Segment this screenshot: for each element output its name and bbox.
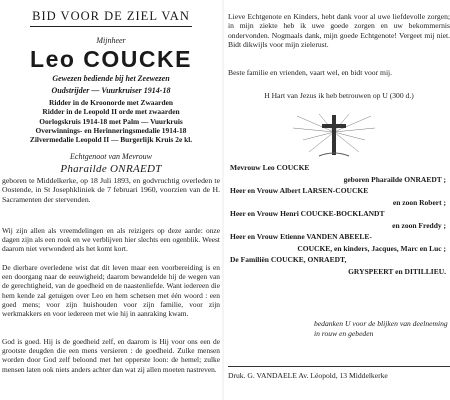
paragraph-2: De dierbare overledene wist dat dit leven maar een voorbereiding is en een doorgang naar de eeuwigheid; daarom bewandelde hij de wegen van de gerechtigheid, van de goedheid en de naastenliefde. Want iedereen die hem kende zal getuigen over Leo en hem schetsen met één woord : een goed mens; voor zijn huishouden voor zijn familie, voor zijn werkmakkers en voor iedereen met wie hij in aanraking kwam. xyxy=(2,263,220,319)
family-line: Heer en Vrouw Etienne VANDEN ABEELE- xyxy=(230,232,372,241)
occupation: Gewezen bediende bij het Zeewezen xyxy=(52,74,170,83)
thanks-note: bedanken U voor de blijken van deelneming in rouw en gebeden xyxy=(314,319,448,338)
printer-rule xyxy=(228,366,450,367)
family-line: GRYSPEERT en DITILLIEU. xyxy=(348,266,446,276)
honors-list xyxy=(2,98,220,144)
honor-item: Oorlogskruis 1914-18 met Palm — Vuurkruis xyxy=(39,116,183,126)
spouse-label: Echtgenoot van Mevrouw xyxy=(70,152,152,161)
veteran-status: Oudstrijder — Vuurkruiser 1914-18 xyxy=(51,86,171,95)
spouse-name: Pharailde ONRAEDT xyxy=(60,163,162,175)
family-line: COUCKE, en kinders, Jacques, Marc en Luc ; xyxy=(297,243,446,253)
deceased-name: Leo COUCKE xyxy=(30,46,192,72)
honor-item: Overwinnings- en Herinneringsmedalie 1914-18 xyxy=(35,125,187,135)
family-list xyxy=(224,162,450,277)
biography: geboren te Middelkerke, op 18 Juli 1893, en godvruchtig overleden te Oostende, in St Josephkliniek de 7 februari 1960, voorzien van de H. Sacramenten der stervenden. xyxy=(2,176,220,204)
honor-item: Zilvermedalie Leopold II — Burgerlijk Kruis 2e kl. xyxy=(29,135,193,145)
honor-item: Ridder in de Kroonorde met Zwaarden xyxy=(49,98,173,107)
heading-rule xyxy=(30,26,192,27)
paragraph-3: God is goed. Hij is de goedheid zelf, en daarom is Hij voor ons een de grootste deugden die een mens versieren : de goedheid. Zulke mensen worden door God zelf beloond met het opperste loon: de hemel; zulke mensen laten ook niets anders achter dan wat zij allen moeten nastreven. xyxy=(2,337,220,374)
heading: BID VOOR DE ZIEL VAN xyxy=(32,9,190,23)
paragraph-1: Wij zijn allen als vreemdelingen en als reizigers op deze aarde: onze dagen zijn als een rook en we verblijven hier slechts een ogenblik. Weest daarom niet verwonderd als het komt kort. xyxy=(2,226,220,254)
printer-imprint: Druk. G. VANDAELE Av. Léopold, 13 Middelkerke xyxy=(228,371,388,380)
honor-item: Ridder in de Leopold II orde met zwaarden xyxy=(42,107,180,117)
family-line: Heer en Vrouw Henri COUCKE-BOCKLANDT xyxy=(230,209,385,218)
family-line: Heer en Vrouw Albert LARSEN-COUCKE xyxy=(230,186,369,195)
salutation: Mijnheer xyxy=(96,36,126,45)
prayer: H Hart van Jezus ik heb betrouwen op U (300 d.) xyxy=(264,91,414,100)
cross-with-rays-icon xyxy=(289,112,379,158)
right-panel xyxy=(224,0,450,400)
printer-block xyxy=(228,371,450,380)
heading-block xyxy=(0,9,222,24)
left-panel xyxy=(0,0,222,400)
family-message: Beste familie en vrienden, vaart wel, en bidt voor mij. xyxy=(228,68,393,77)
dedication: Lieve Echtgenote en Kinders, hebt dank voor al uwe liefdevolle zorgen; in mijn ziekte heb ik uwe goede zorgen en uw bekommernis ondervonden. Nogmaals dank, mijn goede Echtgenote! Vergeet mij niet. Bidt dikwijls voor mijn zielerust. xyxy=(228,12,450,50)
family-line: De Familiën COUCKE, ONRAEDT, xyxy=(230,255,347,264)
family-line: Mevrouw Leo COUCKE xyxy=(230,163,310,172)
family-line: en zoon Freddy ; xyxy=(392,220,446,230)
family-line: geboren Pharailde ONRAEDT ; xyxy=(343,174,446,184)
family-line: en zoon Robert ; xyxy=(392,197,446,207)
